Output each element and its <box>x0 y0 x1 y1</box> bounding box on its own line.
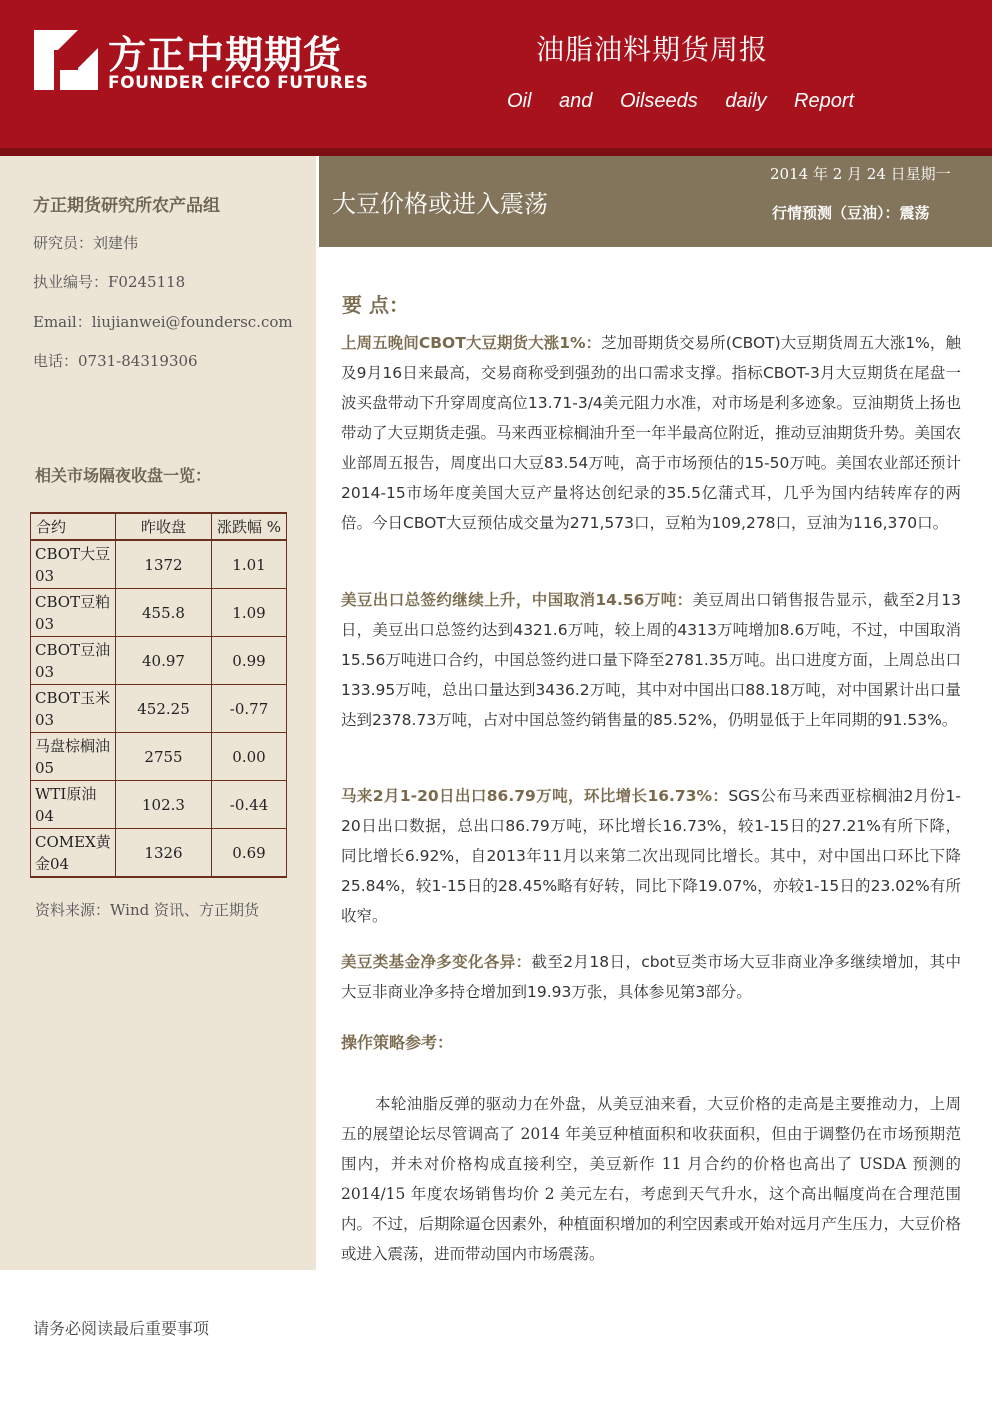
change-value: 0.99 <box>212 637 287 685</box>
paragraph-cbot-soybean <box>341 328 961 538</box>
company-name-cn: 方正中期期货 <box>108 33 343 77</box>
table-row <box>31 829 287 878</box>
column-header-close: 昨收盘 <box>116 513 212 540</box>
paragraph-us-exports <box>341 585 961 735</box>
contract-name: WTI原油04 <box>31 781 116 829</box>
report-title-en-word: Report <box>794 90 855 112</box>
paragraph-body: SGS公布马来西亚棕榈油2月份1-20日出口数据，总出口86.79万吨，环比增长16.73%，较1-15日的27.21%有所下降，同比增长6.92%，自2013年11月以来第二次出现同比增长。其中，对中国出口环比下降25.84%，较1-15日的28.45%略有好转，同比下降19.07%，亦较1-15日的23.02%有所收窄。 <box>341 787 961 925</box>
report-title-en-word: Oil <box>507 90 532 112</box>
paragraph-malaysia-exports <box>341 781 961 931</box>
header-divider <box>0 148 992 156</box>
column-header-contract: 合约 <box>31 513 116 540</box>
paragraph-lead: 美豆出口总签约继续上升，中国取消14.56万吨： <box>341 591 693 609</box>
table-row <box>31 637 287 685</box>
founder-logo-icon <box>34 30 98 90</box>
table-row <box>31 589 287 637</box>
strategy-paragraph: 本轮油脂反弹的驱动力在外盘，从美豆油来看，大豆价格的走高是主要推动力，上周五的展望论坛尽管调高了 2014 年美豆种植面积和收获面积，但由于调整仍在市场预期范围内，并未对价格构成直接利空，美豆新作 11 月合约的价格也高出了 USDA 预测的 2014/15 年度农场销售均价 2 美元左右，考虑到天气升水，这个高出幅度尚在合理范围内。不过，后期除逼仓因素外，种植面积增加的利空因素或开始对远月产生压力，大豆价格或进入震荡，进而带动国内市场震荡。 <box>341 1095 962 1263</box>
report-title-en-word: and <box>559 90 593 112</box>
table-row <box>31 733 287 781</box>
researcher-name: 研究员：刘建伟 <box>33 234 139 252</box>
column-header-change: 涨跌幅 % <box>212 513 287 540</box>
license-number: 执业编号：F0245118 <box>33 273 186 291</box>
market-table <box>30 512 287 878</box>
report-date: 2014 年 2 月 24 日星期一 <box>770 165 951 183</box>
phone: 电话：0731-84319306 <box>33 352 198 370</box>
table-header-row <box>31 513 287 540</box>
close-value: 2755 <box>116 733 212 781</box>
market-forecast: 行情预测（豆油）：震荡 <box>772 204 930 222</box>
report-title-en-word: daily <box>725 90 767 112</box>
close-value: 1326 <box>116 829 212 878</box>
contract-name: CBOT豆油03 <box>31 637 116 685</box>
change-value: 0.00 <box>212 733 287 781</box>
table-row <box>31 685 287 733</box>
change-value: -0.77 <box>212 685 287 733</box>
paragraph-lead: 上周五晚间CBOT大豆期货大涨1%： <box>341 334 602 352</box>
research-group: 方正期货研究所农产品组 <box>33 196 220 216</box>
footer-note: 请务必阅读最后重要事项 <box>33 1319 210 1338</box>
key-points-heading: 要 点： <box>342 293 409 317</box>
paragraph-body: 美豆周出口销售报告显示，截至2月13日，美豆出口总签约达到4321.6万吨，较上周的4313万吨增加8.6万吨，不过，中国取消15.56万吨进口合约，中国总签约进口量下降至2781.35万吨。出口进度方面，上周总出口133.95万吨，总出口量达到3436.2万吨，其中对中国出口88.18万吨，对中国累计出口量达到2378.73万吨，占对中国总签约销售量的85.52%，仍明显低于上年同期的91.53%。 <box>341 591 961 729</box>
report-title-en-word: Oilseeds <box>619 90 698 112</box>
report-title-en <box>507 90 854 113</box>
email[interactable]: Email：liujianwei@foundersc.com <box>33 313 293 331</box>
table-row <box>31 540 287 589</box>
table-row <box>31 781 287 829</box>
change-value: 1.01 <box>212 540 287 589</box>
report-title-cn: 油脂油料期货周报 <box>536 33 769 66</box>
paragraph-body: 截至2月18日，cbot豆类市场大豆非商业净多继续增加，其中大豆非商业净多持仓增加到19.93万张，具体参见第3部分。 <box>341 953 961 1001</box>
close-value: 455.8 <box>116 589 212 637</box>
change-value: -0.44 <box>212 781 287 829</box>
close-value: 40.97 <box>116 637 212 685</box>
paragraph-lead: 美豆类基金净多变化各异： <box>341 953 532 971</box>
close-value: 1372 <box>116 540 212 589</box>
close-value: 452.25 <box>116 685 212 733</box>
contract-name: CBOT大豆03 <box>31 540 116 589</box>
contract-name: 马盘棕榈油05 <box>31 733 116 781</box>
report-headline: 大豆价格或进入震荡 <box>332 190 548 218</box>
close-value: 102.3 <box>116 781 212 829</box>
data-source: 资料来源：Wind 资讯、方正期货 <box>35 901 259 919</box>
company-name-en: FOUNDER CIFCO FUTURES <box>108 73 369 93</box>
contract-name: CBOT豆粕03 <box>31 589 116 637</box>
change-value: 0.69 <box>212 829 287 878</box>
contract-name: CBOT玉米03 <box>31 685 116 733</box>
paragraph-fund-positions <box>341 947 961 1007</box>
change-value: 1.09 <box>212 589 287 637</box>
market-table-title: 相关市场隔夜收盘一览： <box>35 466 212 485</box>
strategy-heading: 操作策略参考： <box>341 1033 454 1052</box>
paragraph-lead: 马来2月1-20日出口86.79万吨，环比增长16.73%： <box>341 787 729 805</box>
contract-name: COMEX黄金04 <box>31 829 116 878</box>
paragraph-body: 芝加哥期货交易所(CBOT)大豆期货周五大涨1%，触及9月16日来最高，交易商称受到强劲的出口需求支撑。指标CBOT-3月大豆期货在尾盘一波买盘带动下升穿周度高位13.71-3/4美元阻力水准，对市场是利多迹象。豆油期货上扬也带动了大豆期货走强。马来西亚棕榈油升至一年半最高位附近，推动豆油期货升势。美国农业部周五报告，周度出口大豆83.54万吨，高于市场预估的15-50万吨。美国农业部还预计2014-15市场年度美国大豆产量将达创纪录的35.5亿蒲式耳，几乎为国内结转库存的两倍。今日CBOT大豆预估成交量为271,573口，豆粕为109,278口，豆油为116,370口。 <box>341 334 962 532</box>
